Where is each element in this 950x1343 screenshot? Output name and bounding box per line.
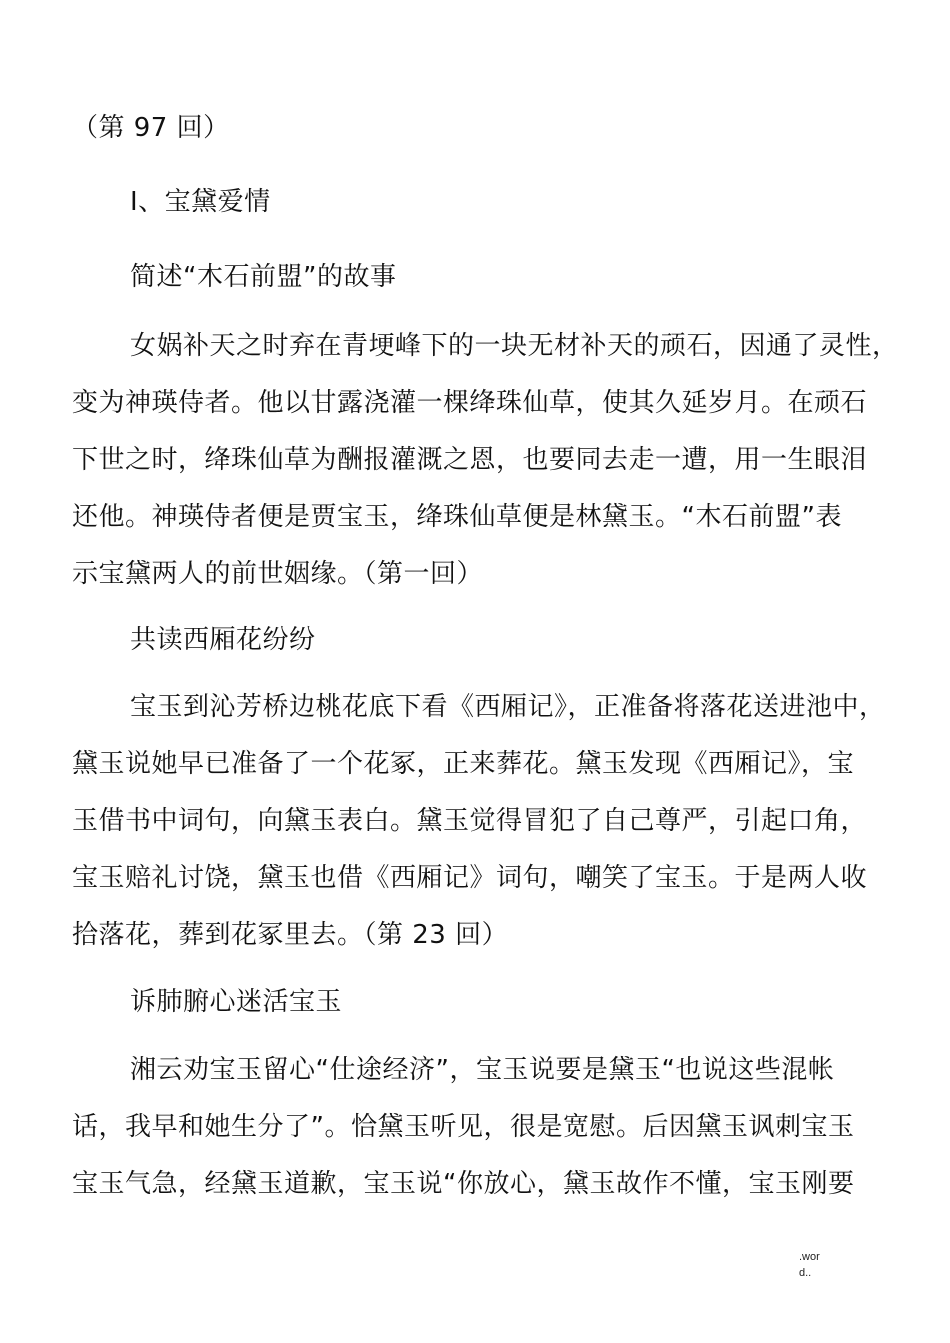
paragraph-3-line-1: 湘云劝宝玉留心“仕途经济”，宝玉说要是黛玉“也说这些混帐 [130, 1055, 835, 1085]
chapter-reference: （第 97 回） [72, 113, 230, 143]
paragraph-3-line-2: 话，我早和她生分了”。恰黛玉听见，很是宽慰。后因黛玉讽刺宝玉 [72, 1112, 855, 1142]
paragraph-1-line-5: 示宝黛两人的前世姻缘。（第一回） [72, 559, 484, 589]
footer-mark-line-1: .wor [799, 1251, 820, 1263]
paragraph-1-line-2: 变为神瑛侍者。他以甘露浇灌一棵绛珠仙草，使其久延岁月。在顽石 [72, 388, 868, 418]
paragraph-2-line-5: 拾落花，葬到花冢里去。（第 23 回） [72, 920, 509, 950]
subsection-title-2: 共读西厢花纷纷 [130, 625, 316, 655]
paragraph-2-line-3: 玉借书中词句，向黛玉表白。黛玉觉得冒犯了自己尊严，引起口角， [72, 806, 868, 836]
section-heading: Ⅰ、宝黛爱情 [130, 187, 271, 217]
paragraph-2-line-4: 宝玉赔礼讨饶，黛玉也借《西厢记》词句，嘲笑了宝玉。于是两人收 [72, 863, 868, 893]
paragraph-1-line-4: 还他。神瑛侍者便是贾宝玉，绛珠仙草便是林黛玉。“木石前盟”表 [72, 502, 842, 532]
subsection-title-3: 诉肺腑心迷活宝玉 [130, 987, 343, 1017]
paragraph-3-line-3: 宝玉气急，经黛玉道歉，宝玉说“你放心，黛玉故作不懂，宝玉刚要 [72, 1169, 855, 1199]
subsection-title-1: 简述“木石前盟”的故事 [130, 262, 397, 292]
paragraph-1-line-3: 下世之时，绛珠仙草为酬报灌溉之恩，也要同去走一遭，用一生眼泪 [72, 445, 868, 475]
paragraph-2-line-2: 黛玉说她早已准备了一个花冢，正来葬花。黛玉发现《西厢记》，宝 [72, 749, 855, 779]
paragraph-2-line-1: 宝玉到沁芳桥边桃花底下看《西厢记》，正准备将落花送进池中， [130, 692, 886, 722]
paragraph-1-line-1: 女娲补天之时弃在青埂峰下的一块无材补天的顽石，因通了灵性， [130, 331, 899, 361]
footer-mark-line-2: d.. [799, 1267, 812, 1279]
